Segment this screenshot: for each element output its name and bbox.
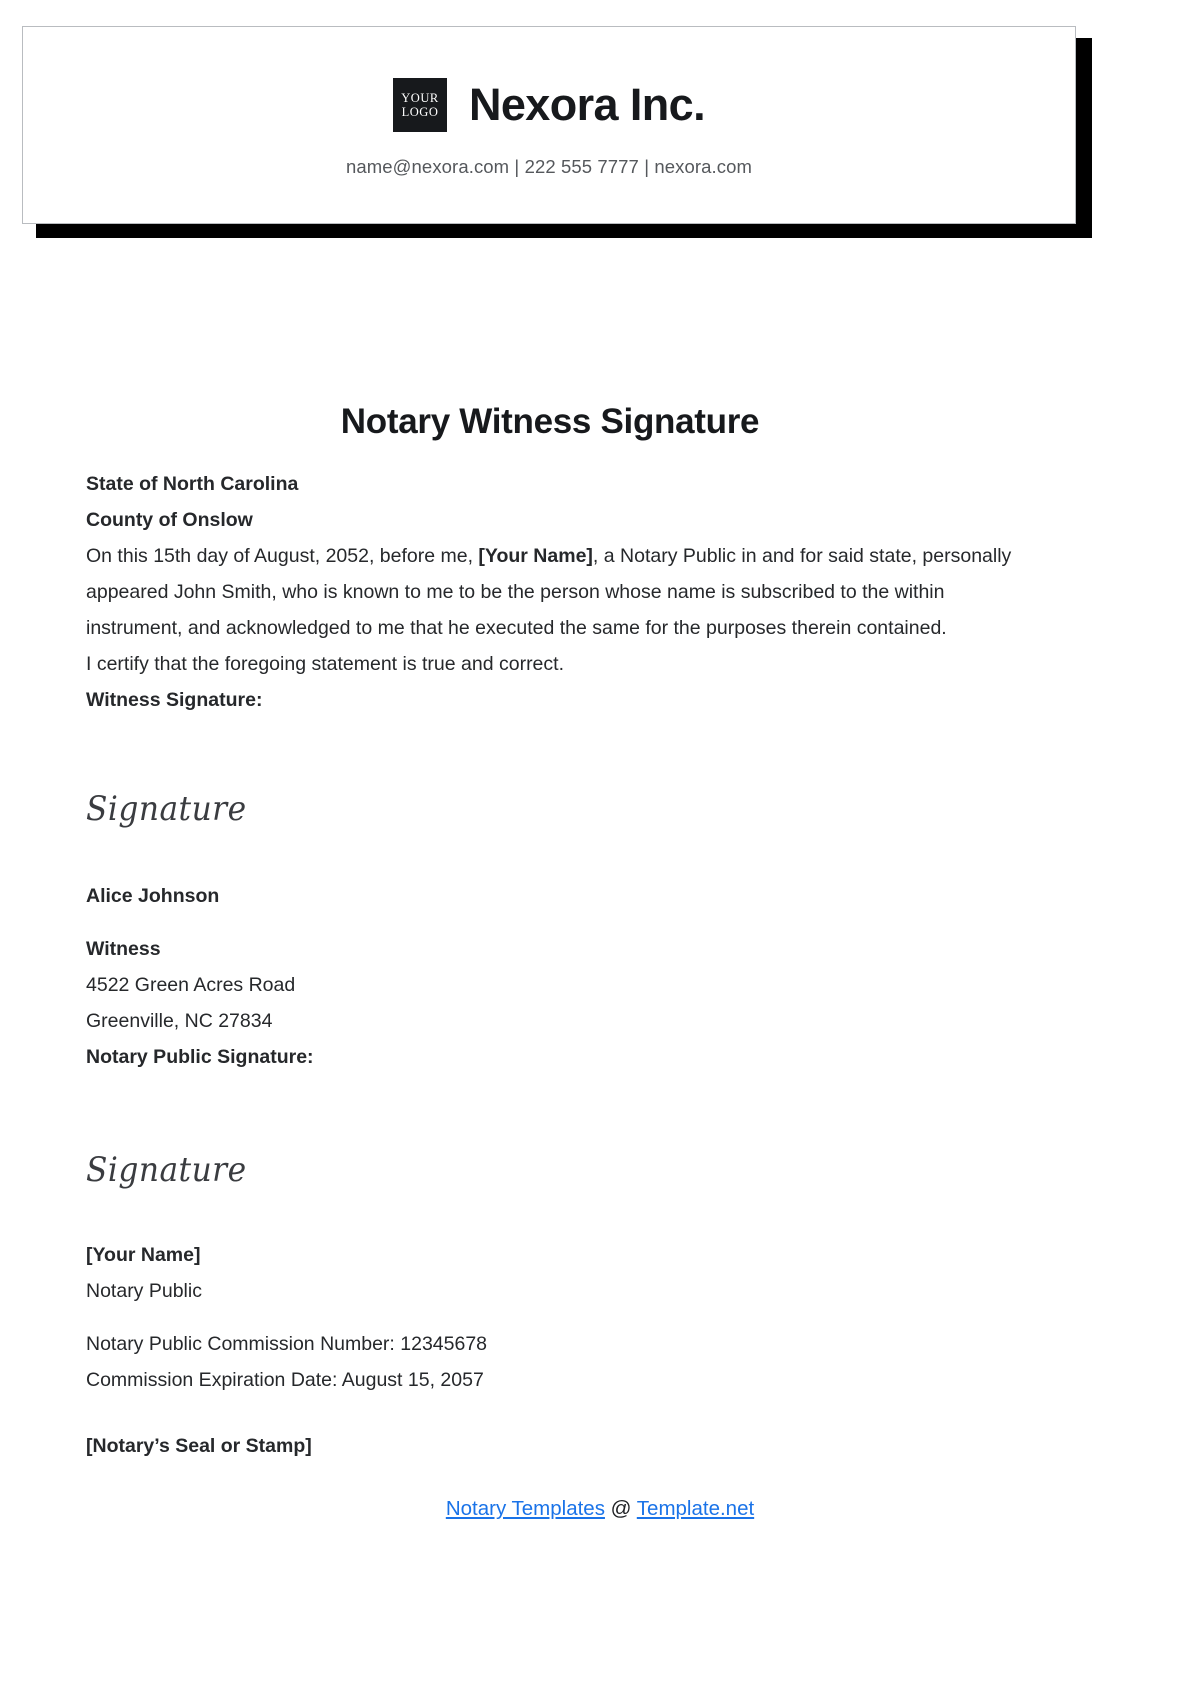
notary-details-gap (86, 1309, 1014, 1326)
witness-name: Alice Johnson (86, 885, 220, 907)
witness-address-line-2: Greenville, NC 27834 (86, 1010, 273, 1032)
statement-before-name: On this 15th day of August, 2052, before me, (86, 545, 479, 567)
logo-line-1: YOUR (401, 91, 439, 105)
witness-signature-script: Signature (86, 789, 247, 829)
county-line: County of Onslow (86, 509, 253, 531)
notary-name: [Your Name] (86, 1244, 201, 1266)
company-logo-icon (393, 78, 447, 132)
state-line: State of North Carolina (86, 473, 299, 495)
witness-signature-label: Witness Signature: (86, 689, 263, 711)
certify-line: I certify that the foregoing statement is true and correct. (86, 653, 564, 675)
witness-role: Witness (86, 938, 161, 960)
template-net-link[interactable]: Template.net (636, 1497, 755, 1520)
document-body (86, 402, 1014, 1464)
witness-signature-gap (86, 826, 1014, 878)
notary-role: Notary Public (86, 1280, 202, 1302)
logo-line-2: LOGO (401, 105, 439, 119)
notary-seal-placeholder: [Notary’s Seal or Stamp] (86, 1435, 312, 1457)
header-card (22, 26, 1076, 224)
commission-expiration: Commission Expiration Date: August 15, 2057 (86, 1369, 484, 1391)
notary-signature-label: Notary Public Signature: (86, 1046, 314, 1068)
notary-statement-paragraph (86, 538, 1014, 646)
statement-notary-name: [Your Name] (478, 545, 593, 567)
company-name: Nexora Inc. (468, 79, 705, 130)
contact-info: name@nexora.com | 222 555 7777 | nexora.com (345, 156, 752, 177)
notary-signature-script: Signature (86, 1150, 247, 1190)
witness-address-line-1: 4522 Green Acres Road (86, 974, 296, 996)
commission-number: Notary Public Commission Number: 12345678 (86, 1333, 488, 1355)
letterhead-header (22, 26, 1078, 226)
seal-gap (86, 1398, 1014, 1428)
notary-signature-gap (86, 1187, 1014, 1237)
footer (0, 1497, 1200, 1521)
footer-separator: @ (604, 1497, 637, 1520)
witness-signature-space (86, 718, 1014, 792)
brand-row (393, 78, 705, 132)
notary-signature-space (86, 1075, 1014, 1153)
notary-templates-link[interactable]: Notary Templates (445, 1497, 605, 1520)
witness-name-gap (86, 914, 1014, 931)
statement-after-name: , a Notary Public in and for said state, personally appeared John Smith, who is known to me to be the person whose name is subscribed to the within instrument, and acknowledged to me that he executed the same for the purposes therein contained. (86, 545, 1012, 639)
page-title: Notary Witness Signature (340, 402, 760, 441)
